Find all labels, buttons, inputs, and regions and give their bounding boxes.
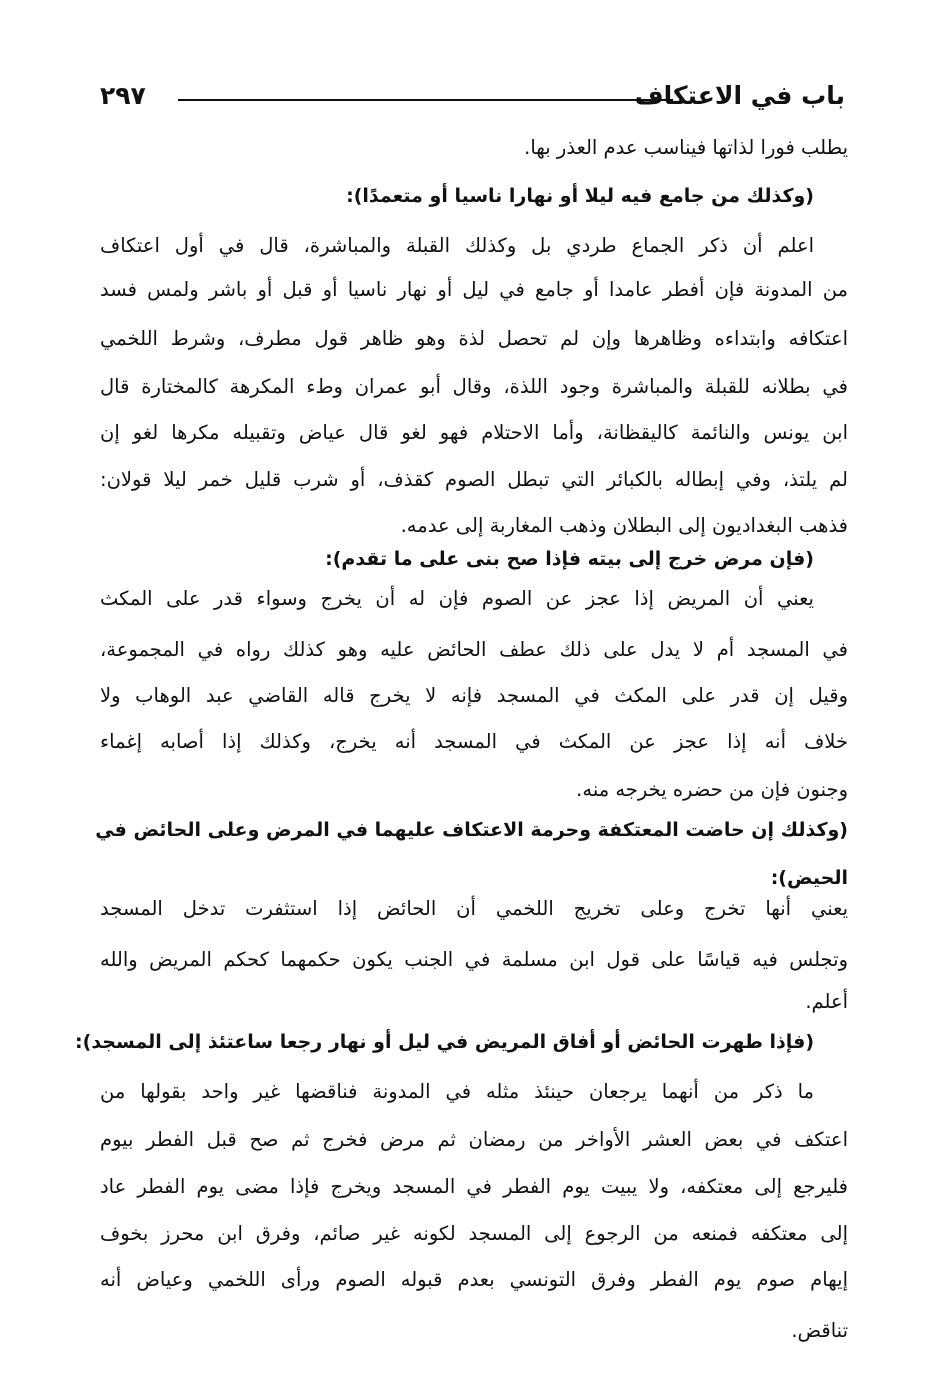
section-heading-line: (وكذلك من جامع فيه ليلا أو نهارا ناسيا أو متعمدًا): bbox=[346, 185, 814, 207]
header-rule bbox=[178, 99, 673, 101]
paragraph-line: يعني أنها تخرج وعلى تخريج اللخمي أن الحائض إذا استثفرت تدخل المسجد bbox=[100, 897, 848, 920]
paragraph-line: في بطلانه للقبلة والمباشرة وجود اللذة، وقال أبو عمران وطء المكرهة كالمختارة قال bbox=[100, 375, 848, 398]
paragraph-line: تناقض. bbox=[791, 1319, 848, 1342]
paragraph-line: في المسجد أم لا يدل على ذلك عطف الحائض عليه وهو كذلك رواه في المجموعة، bbox=[100, 638, 848, 661]
paragraph-line: وجنون فإن من حضره يخرجه منه. bbox=[576, 778, 848, 801]
paragraph-line: إيهام صوم يوم الفطر وفرق التونسي بعدم قبوله الصوم ورأى اللخمي وعياض أنه bbox=[100, 1268, 848, 1291]
paragraph-line: ما ذكر من أنهما يرجعان حينئذ مثله في المدونة فناقضها غير واحد بقولها من bbox=[100, 1080, 814, 1103]
section-heading-line: الحيض): bbox=[770, 867, 848, 889]
paragraph-line: اعتكافه وابتداءه وظاهرها وإن لم تحصل لذة وهو ظاهر قول مطرف، وشرط اللخمي bbox=[100, 327, 848, 350]
chapter-title: باب في الاعتكاف bbox=[634, 81, 845, 110]
paragraph-line: فليرجع إلى معتكفه، ولا يبيت يوم الفطر في المسجد ويخرج فإذا مضى يوم الفطر عاد bbox=[100, 1175, 848, 1198]
section-heading-line: (وكذلك إن حاضت المعتكفة وحرمة الاعتكاف عليهما في المرض وعلى الحائض في bbox=[95, 819, 848, 841]
paragraph-line: يعني أن المريض إذا عجز عن الصوم فإن له أن يخرج وسواء قدر على المكث bbox=[100, 587, 814, 610]
running-header bbox=[100, 78, 845, 114]
paragraph-line: وتجلس فيه قياسًا على قول ابن مسلمة في الجنب يكون حكمهما كحكم المريض والله bbox=[100, 948, 848, 971]
paragraph-line: يطلب فورا لذاتها فيناسب عدم العذر بها. bbox=[524, 136, 848, 159]
paragraph-line: لم يلتذ، وفي إبطاله بالكبائر التي تبطل الصوم كقذف، أو شرب قليل خمر ليلا قولان: bbox=[100, 468, 848, 491]
section-heading-line: (فإن مرض خرج إلى بيته فإذا صح بنى على ما تقدم): bbox=[325, 548, 814, 570]
page-number: ٢٩٧ bbox=[100, 81, 146, 110]
paragraph-line: من المدونة فإن أفطر عامدا أو جامع في ليل أو نهار ناسيا أو قبل أو باشر ولمس فسد bbox=[100, 278, 848, 301]
paragraph-line: أعلم. bbox=[805, 990, 848, 1013]
section-heading-line: (فإذا طهرت الحائض أو أفاق المريض في ليل أو نهار رجعا ساعتئذ إلى المسجد): bbox=[75, 1031, 814, 1053]
paragraph-line: خلاف أنه إذا عجز عن المكث في المسجد أنه يخرج، وكذلك إذا أصابه إغماء bbox=[100, 730, 848, 753]
paragraph-line: فذهب البغداديون إلى البطلان وذهب المغاربة إلى عدمه. bbox=[400, 514, 848, 537]
paragraph-line: اعتكف في بعض العشر الأواخر من رمضان ثم مرض فخرج ثم صح قبل الفطر بيوم bbox=[100, 1128, 848, 1151]
paragraph-line: وقيل إن قدر على المكث في المسجد فإنه لا يخرج قاله القاضي عبد الوهاب ولا bbox=[100, 684, 848, 707]
paragraph-line: اعلم أن ذكر الجماع طردي بل وكذلك القبلة والمباشرة، قال في أول اعتكاف bbox=[100, 234, 814, 257]
paragraph-line: إلى معتكفه فمنعه من الرجوع إلى المسجد لكونه غير صائم، وفرق ابن محرز بخوف bbox=[100, 1222, 848, 1245]
paragraph-line: ابن يونس والنائمة كاليقظانة، وأما الاحتلام فهو لغو قال عياض وتقبيله مكرها لغو إن bbox=[100, 421, 848, 444]
